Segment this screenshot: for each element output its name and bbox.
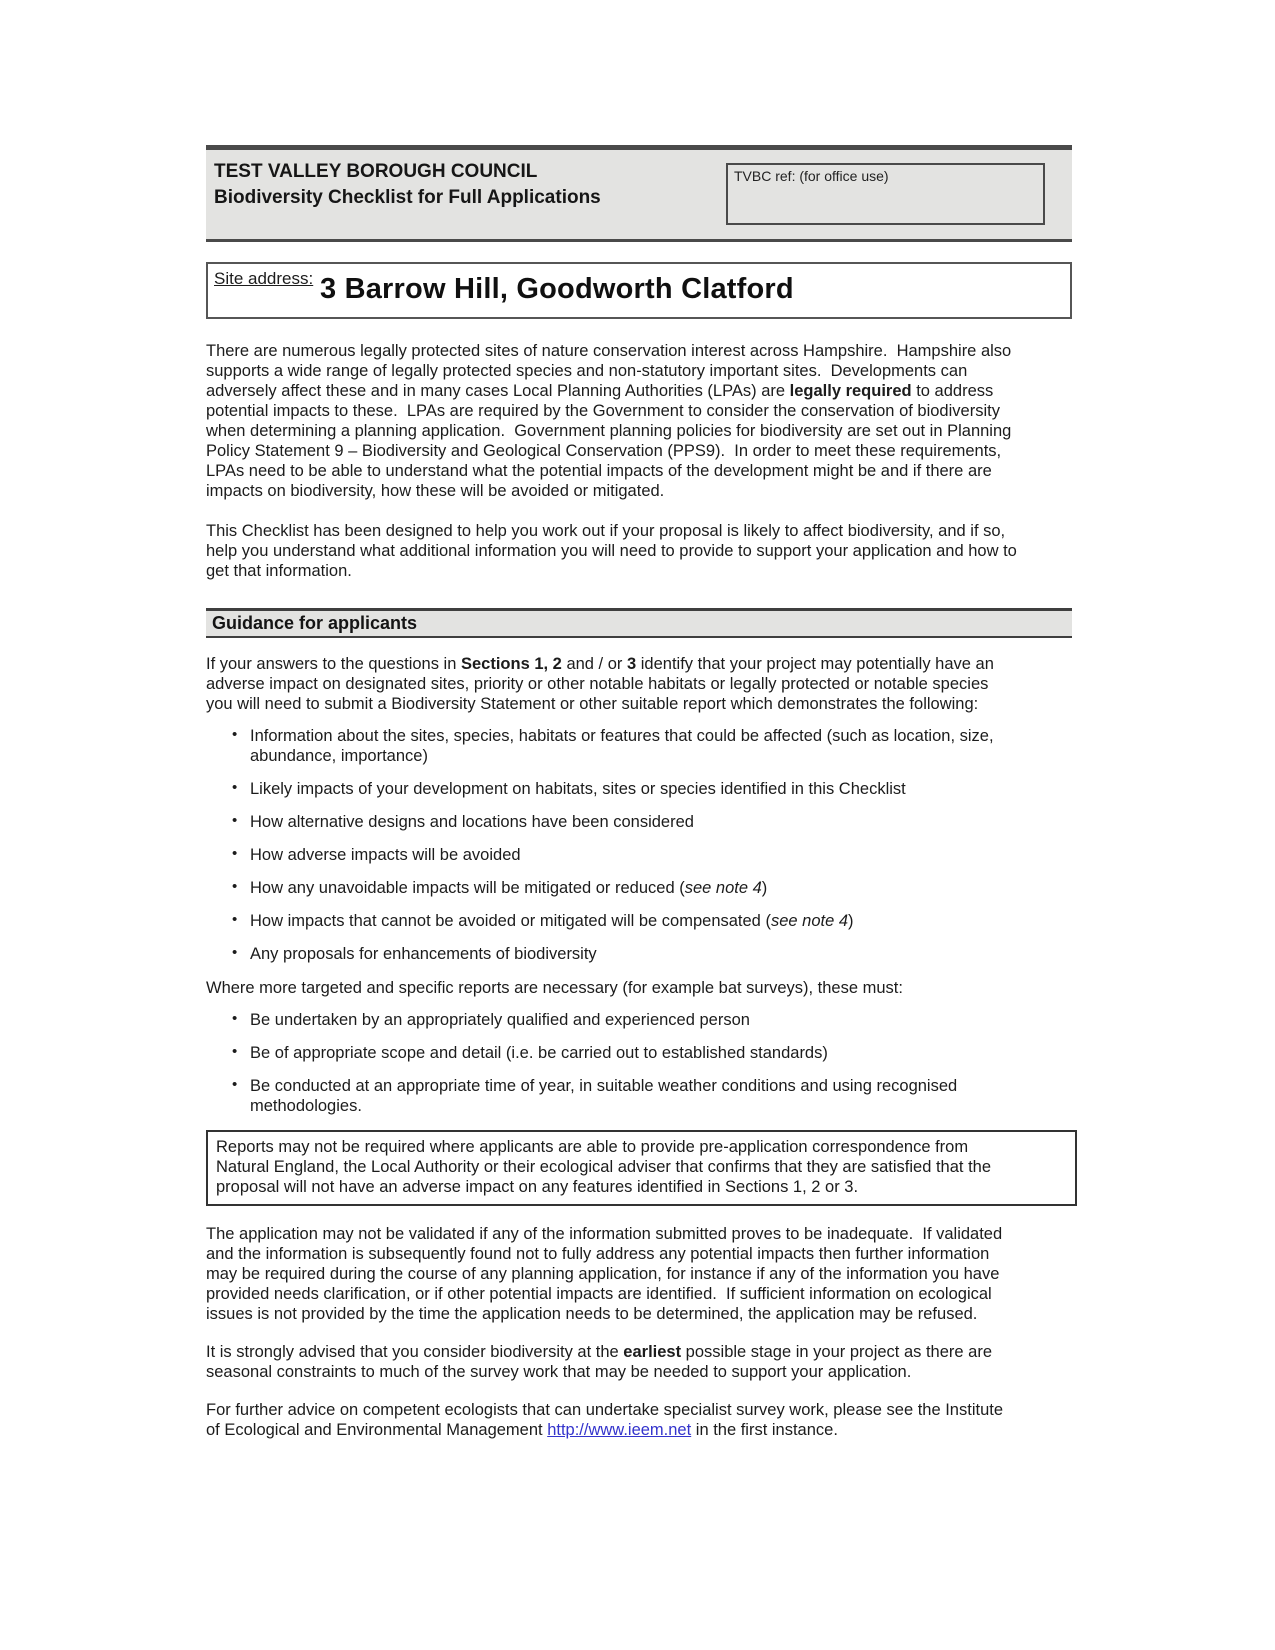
reports-list [206,1010,1018,1116]
council-title: TEST VALLEY BOROUGH COUNCIL [214,161,538,182]
requirement-list [206,726,1018,964]
reports-intro-paragraph: Where more targeted and specific reports are necessary (for example bat surveys), these must: [206,979,903,997]
report-item: • Be conducted at an appropriate time of year, in suitable weather conditions and using recognised methodologies. [250,1076,1018,1116]
report-item: • Be of appropriate scope and detail (i.e. be carried out to established standards) [250,1043,1018,1063]
requirement-item: • How impacts that cannot be avoided or mitigated will be compensated (see note 4) [250,911,1018,931]
guidance-heading: Guidance for applicants [212,613,418,633]
validation-paragraph: The application may not be validated if any of the information submitted proves to be inadequate. If validated and the information is subsequently found not to fully address any potential impacts then further information may be required during the course of any planning application, for instance if any of the information you have provided needs clarification, or if other potential impacts are identified. If sufficient information on ecological issues is not provided by the time the application needs to be determined, the application may be refused. [206,1225,1007,1323]
earliest-advice-paragraph: It is strongly advised that you consider biodiversity at the earliest possible stage in your project as there are seasonal constraints to much of the survey work that may be needed to support your application. [206,1343,997,1381]
ieem-link[interactable]: http://www.ieem.net [547,1421,692,1439]
tvbc-ref-label: TVBC ref: (for office use) [734,168,889,184]
note-text: Reports may not be required where applicants are able to provide pre-application correspondence from Natural England, the Local Authority or their ecological adviser that confirms that they are satisfied that the proposal will not have an adverse impact on any features identified in Sections 1, 2 or 3. [216,1138,996,1196]
report-item: • Be undertaken by an appropriately qualified and experienced person [250,1010,1018,1030]
requirement-item: • Any proposals for enhancements of biodiversity [250,944,1018,964]
checklist-subtitle: Biodiversity Checklist for Full Applications [214,187,601,208]
site-address-value: 3 Barrow Hill, Goodworth Clatford [320,273,794,305]
intro-paragraph-2: This Checklist has been designed to help you work out if your proposal is likely to affect biodiversity, and if so, help you understand what additional information you will need to provide to support your application and how to get that information. [206,522,1022,580]
document-content [206,145,1072,1440]
note-box [206,1130,1077,1206]
requirement-item: • How any unavoidable impacts will be mitigated or reduced (see note 4) [250,878,1018,898]
site-address-box [206,262,1072,319]
tvbc-ref-box [726,163,1045,225]
requirement-item: • How alternative designs and locations have been considered [250,812,1018,832]
guidance-intro-paragraph: If your answers to the questions in Sections 1, 2 and / or 3 identify that your project may potentially have an adverse impact on designated sites, priority or other notable habitats or legally protected or notable species you will need to submit a Biodiversity Statement or other suitable report which demonstrates the following: [206,655,999,713]
requirement-item: • Information about the sites, species, habitats or features that could be affected (such as location, size, abundance, importance) [250,726,1018,766]
intro-paragraph-1: There are numerous legally protected sites of nature conservation interest across Hampshire. Hampshire also supports a wide range of legally protected species and non-statutory important sites. Developments can adversely affect these and in many cases Local Planning Authorities (LPAs) are legally required to address potential impacts to these. LPAs are required by the Government to consider the conservation of biodiversity when determining a planning application. Government planning policies for biodiversity are set out in Planning Policy Statement 9 – Biodiversity and Geological Conservation (PPS9). In order to meet these requirements, LPAs need to be able to understand what the potential impacts of the development might be and if there are impacts on biodiversity, how these will be avoided or mitigated. [206,342,1016,500]
header-bar [206,145,1072,242]
requirement-item: • Likely impacts of your development on habitats, sites or species identified in this Checklist [250,779,1018,799]
requirement-item: • How adverse impacts will be avoided [250,845,1018,865]
guidance-heading-bar [206,608,1072,638]
further-advice-paragraph: For further advice on competent ecologists that can undertake specialist survey work, please see the Institute of Ecological and Environmental Management http://www.ieem.net in the first instance. [206,1401,1008,1439]
site-address-label: Site address: [214,269,314,288]
